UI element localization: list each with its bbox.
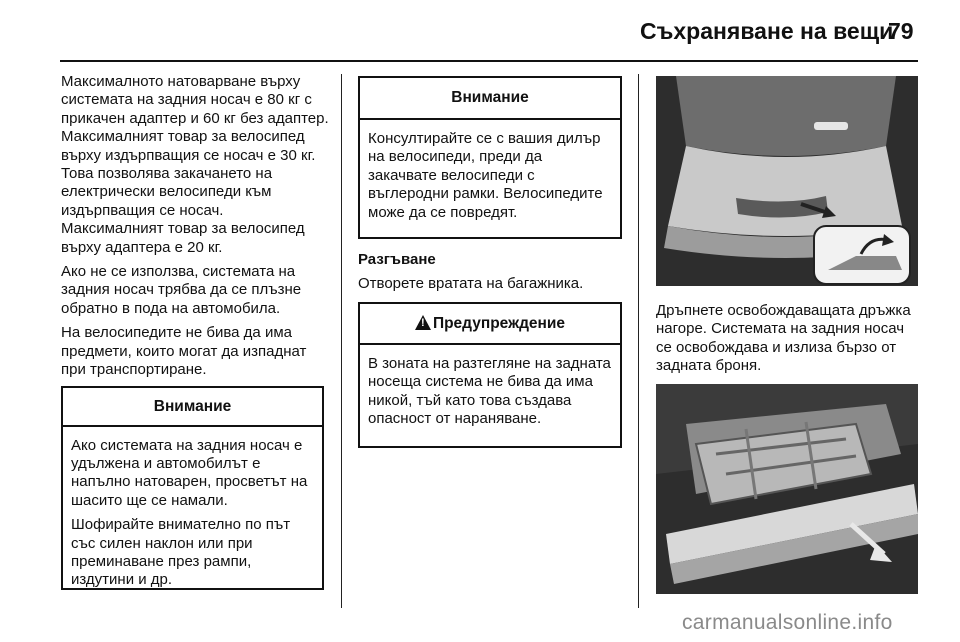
instruction-text: Отворете вратата на багажника. (358, 275, 584, 293)
warning-triangle-icon (415, 315, 431, 330)
page-title: Съхраняване на вещи (640, 18, 894, 44)
caution-text: Ако системата на задния носач е удължена и автомобилът е напълно натоварен, просветът на шасито ще се намали. (71, 436, 308, 509)
page-number: 79 (888, 18, 914, 44)
caution-title: Внимание (63, 388, 322, 427)
figure-caption: Дръпнете освобождаващата дръжка нагоре. Системата на задния носач се освобождава и излиза бързо от задната броня. (656, 302, 911, 375)
warning-body (360, 345, 620, 443)
paragraph: Максималното натоварване върху системата на задния носач е 80 кг с прикачен адаптер и 60 кг без адаптер. Максималният товар за велосипед върху издърпващия се носач е 30 кг. Това позволява закачането на електрически велосипеди към издърпващия се носач. Максималният товар за велосипед върху адаптера е 20 кг. (61, 73, 329, 256)
column-middle (358, 76, 623, 448)
caution-box (358, 76, 622, 239)
column-divider (638, 74, 639, 608)
warning-box (358, 302, 622, 448)
section-heading: Разгъване (358, 251, 436, 268)
figure-release-handle (656, 76, 918, 286)
caution-text: Шофирайте внимателно по път със силен наклон или при преминаване през рампи, издутини и др. (71, 516, 291, 589)
warning-title: Предупреждение (432, 314, 566, 332)
caution-body (63, 427, 322, 604)
header-rule (60, 60, 918, 62)
figure-carrier-extended (656, 384, 918, 594)
warning-text: В зоната на разтегляне на задната носеща система не бива да има никой, тъй като това създава опасност от нараняване. (368, 354, 611, 428)
release-handle-illustration (656, 76, 918, 286)
warning-header (360, 304, 620, 345)
caution-box (61, 386, 324, 590)
column-right (656, 302, 921, 382)
caution-title: Внимание (360, 78, 620, 120)
caution-body (360, 120, 620, 236)
paragraph: На велосипедите не бива да има предмети, които могат да изпаднат при транспортиране. (61, 324, 307, 379)
caution-text: Консултирайте се с вашия дилър на велосипеди, преди да закачвате велосипеди с въглеродни рамки. Велосипедите може да се повредят. (368, 130, 603, 221)
carrier-extended-illustration (656, 384, 918, 594)
column-left (61, 73, 329, 590)
watermark: carmanualsonline.info (682, 611, 893, 634)
column-divider (341, 74, 342, 608)
paragraph: Ако не се използва, системата на задния носач трябва да се плъзне обратно в пода на автомобила. (61, 263, 302, 317)
